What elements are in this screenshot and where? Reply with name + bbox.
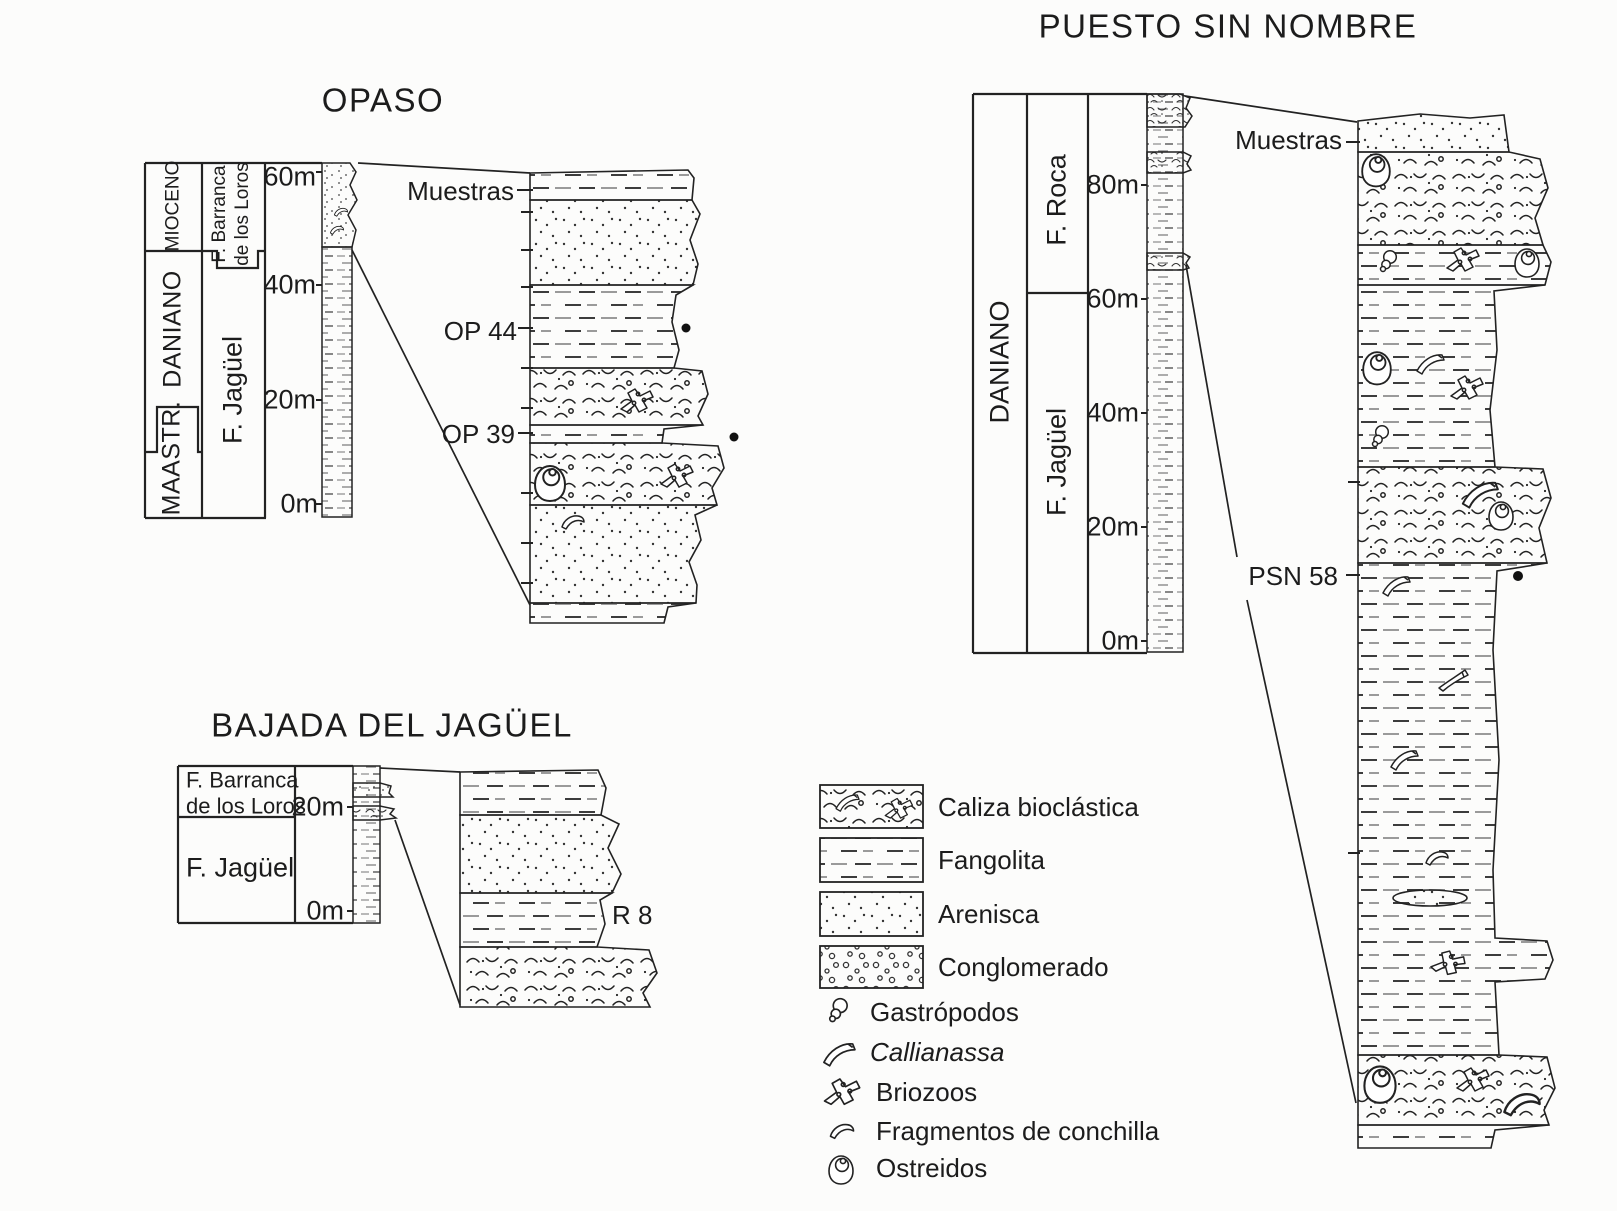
opaso-scale-20m: 20m <box>263 384 316 415</box>
legend-label-fragmentos: Fragmentos de conchilla <box>876 1116 1160 1146</box>
legend-label-fangolita: Fangolita <box>938 845 1045 875</box>
formation-line: de los Loros <box>186 794 306 819</box>
puesto-scale-60m: 60m <box>1086 283 1139 314</box>
callianassa-icon <box>824 1044 855 1066</box>
conglomerado-swatch <box>820 946 923 988</box>
opaso-era-daniano: DANIANO <box>158 270 187 388</box>
bajada-formation-barranca <box>186 768 306 821</box>
opaso-samples-header: Muestras <box>407 176 514 206</box>
sample-dot-op39 <box>730 433 739 442</box>
puesto-title: PUESTO SIN NOMBRE <box>1038 7 1418 45</box>
puesto-formation-jaguel: F. Jagüel <box>1041 407 1072 517</box>
sample-dot-psn58 <box>1513 571 1523 581</box>
legend-fossil-icons <box>824 999 860 1184</box>
puesto-sample-psn58: PSN 58 <box>1248 561 1338 591</box>
bajada-mini-column <box>353 766 396 923</box>
formation-line: F. Barranca <box>209 165 231 263</box>
legend-swatches <box>820 785 923 988</box>
opaso-scale-40m: 40m <box>263 269 316 300</box>
opaso-sample-op44: OP 44 <box>443 316 517 346</box>
puesto-fan-lines <box>1185 96 1357 1103</box>
legend-label-gastropodos: Gastrópodos <box>870 997 1019 1027</box>
puesto-era-daniano: DANIANO <box>984 300 1015 424</box>
bajada-scale-20m: 20m <box>291 791 344 822</box>
puesto-scale-80m: 80m <box>1086 169 1139 200</box>
arenisca-swatch <box>820 892 923 936</box>
opaso-formation-barranca <box>209 162 255 266</box>
fangolita-swatch <box>820 838 923 882</box>
bajada-sample-r8: R 8 <box>612 900 653 930</box>
opaso-title: OPASO <box>321 81 445 119</box>
legend-label-briozoos: Briozoos <box>876 1077 978 1107</box>
legend-label-arenisca: Arenisca <box>938 899 1040 929</box>
legend-label-callianassa: Callianassa <box>870 1037 1005 1067</box>
opaso-mini-column <box>322 163 357 517</box>
sand-lens <box>1393 890 1467 906</box>
opaso-scale-0m: 0m <box>280 488 318 519</box>
formation-line: de los Loros <box>232 162 253 266</box>
legend-label-conglomerado: Conglomerado <box>938 952 1109 982</box>
bajada-title: BAJADA DEL JAGÜEL <box>211 706 573 744</box>
puesto-scale-0m: 0m <box>1101 625 1139 656</box>
opaso-detail-column <box>517 170 739 623</box>
opaso-scale-60m: 60m <box>263 161 316 192</box>
oyster-icon <box>829 1156 853 1184</box>
puesto-scale-40m: 40m <box>1086 397 1139 428</box>
puesto-detail-column <box>1346 114 1555 1148</box>
legend-label-ostreidos: Ostreidos <box>876 1153 988 1183</box>
sample-dot-op44 <box>682 324 691 333</box>
bryozoan-icon <box>825 1079 860 1104</box>
shell-fragment-icon <box>830 1125 853 1139</box>
bajada-scale-0m: 0m <box>306 895 344 926</box>
bajada-detail-column <box>460 770 657 1007</box>
opaso-fan-lines <box>352 163 530 605</box>
opaso-era-mioceno: MIOCENO <box>162 160 184 252</box>
bajada-fan-lines <box>380 768 460 1005</box>
formation-line: F. Barranca <box>186 767 299 793</box>
gastropod-icon <box>830 999 847 1022</box>
opaso-formation-jaguel: F. Jagüel <box>217 335 248 445</box>
opaso-era-maastr: MAASTR. <box>157 400 186 516</box>
puesto-scale-20m: 20m <box>1086 511 1139 542</box>
puesto-mini-column <box>1147 94 1192 652</box>
legend-label-caliza: Caliza bioclástica <box>938 792 1139 822</box>
puesto-samples-header: Muestras <box>1235 125 1342 155</box>
puesto-formation-roca: F. Roca <box>1041 154 1072 246</box>
opaso-sample-op39: OP 39 <box>441 419 515 449</box>
bajada-formation-jaguel: F. Jagüel <box>186 852 295 883</box>
